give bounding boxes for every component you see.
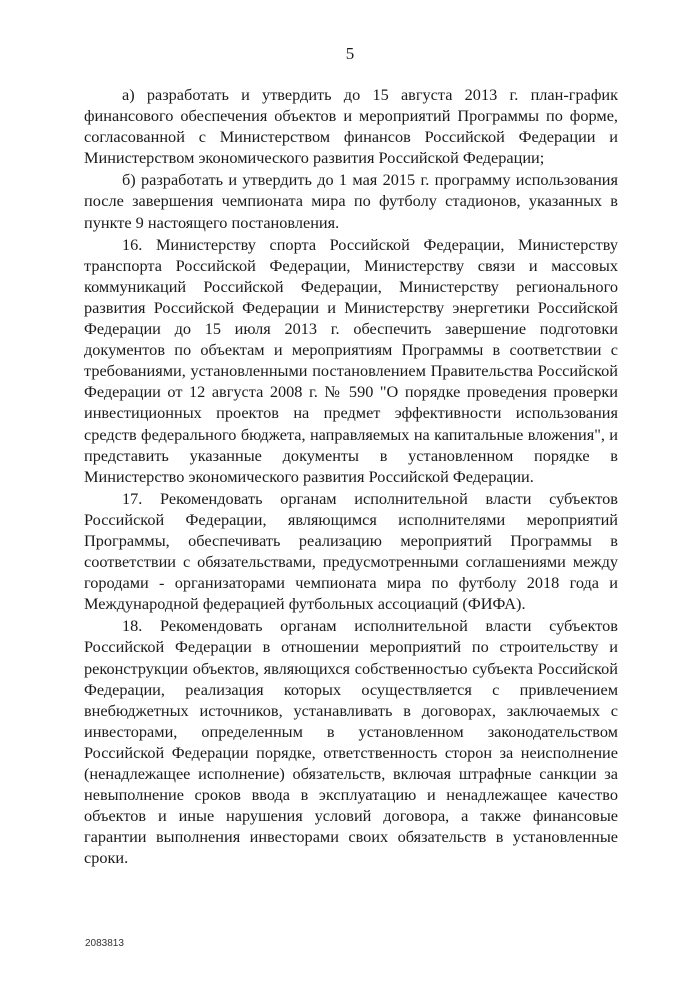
document-code: 2083813: [85, 938, 124, 949]
paragraph-17: 17. Рекомендовать органам исполнительной власти субъектов Российской Федерации, являющимся исполнителями мероприятий Программы, обеспечивать реализацию мероприятий Программы в соответствии с обязательствами, предусмотренными соглашениями между городами - организаторами чемпионата мира по футболу 2018 года и Международной федерацией футбольных ассоциаций (ФИФА).: [84, 488, 618, 614]
paragraph-15a: а) разработать и утвердить до 15 августа 2013 г. план-график финансового обеспечения объектов и мероприятий Программы по форме, согласованной с Министерством финансов Российской Федерации и Министерством экономического развития Российской Федерации;: [84, 85, 618, 168]
paragraph-16: 16. Министерству спорта Российской Федерации, Министерству транспорта Российской Федерации, Министерству связи и массовых коммуникаций Российской Федерации, Министерству регионального развития Российской Федерации и Министерству энергетики Российской Федерации до 15 июля 2013 г. обеспечить завершение подготовки документов по объектам и мероприятиям Программы в соответствии с требованиями, установленными постановлением Правительства Российской Федерации от 12 августа 2008 г. № 590 "О порядке проведения проверки инвестиционных проектов на предмет эффективности использования средств федерального бюджета, направляемых на капитальные вложения", и представить указанные документы в установленном порядке в Министерство экономического развития Российской Федерации.: [84, 234, 618, 486]
paragraph-15b: б) разработать и утвердить до 1 мая 2015 г. программу использования после завершения чемпионата мира по футболу стадионов, указанных в пункте 9 настоящего постановления.: [84, 170, 618, 232]
paragraph-18: 18. Рекомендовать органам исполнительной власти субъектов Российской Федерации в отношении мероприятий по строительству и реконструкции объектов, являющихся собственностью субъекта Российской Федерации, реализация которых осуществляется с привлечением внебюджетных источников, устанавливать в договорах, заключаемых с инвесторами, определенным в установленном законодательством Российской Федерации порядке, ответственность сторон за неисполнение (ненадлежащее исполнение) обязательств, включая штрафные санкции за невыполнение сроков ввода в эксплуатацию и ненадлежащее качество объектов и иные нарушения условий договора, а также финансовые гарантии выполнения инвесторами своих обязательств в установленные сроки.: [84, 616, 618, 868]
document-body: [84, 84, 618, 868]
page-number: 5: [345, 44, 355, 63]
